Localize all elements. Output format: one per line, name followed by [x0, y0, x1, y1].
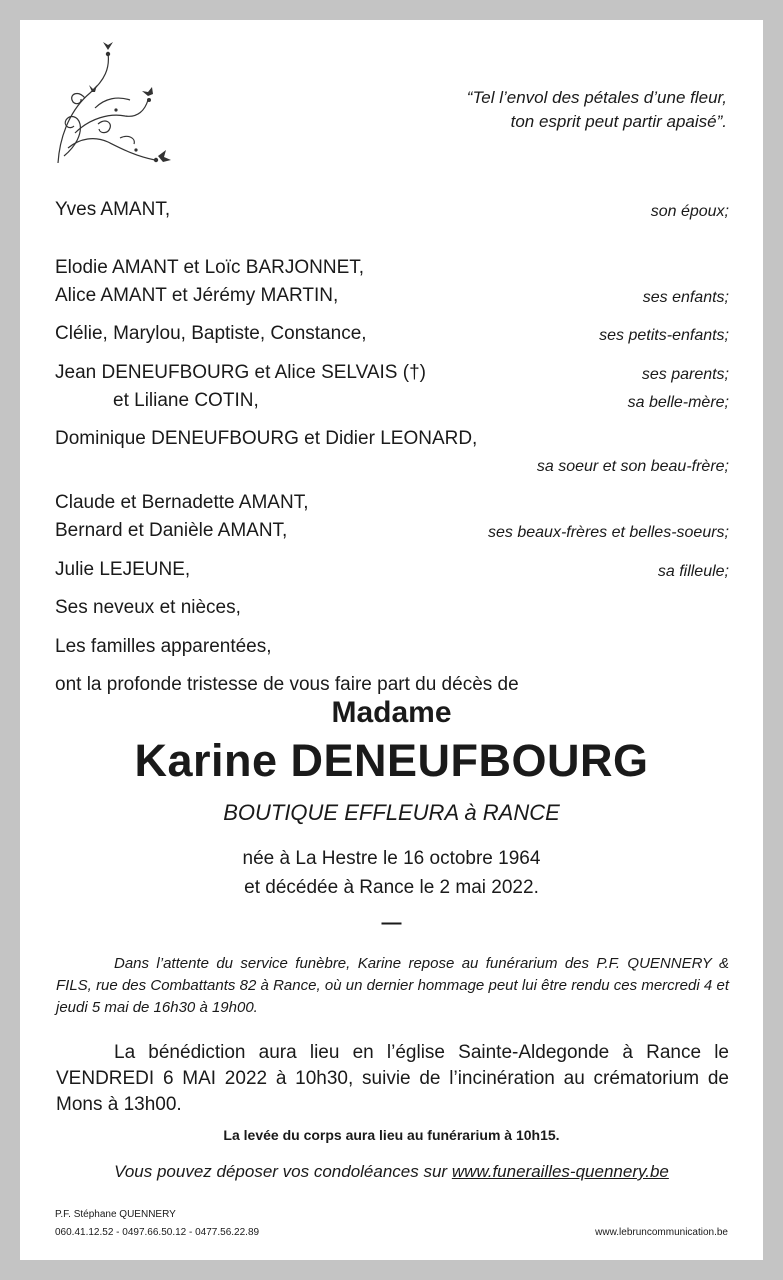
family-row	[55, 360, 729, 386]
family-row	[55, 490, 729, 516]
family-relation: ses enfants;	[642, 289, 729, 306]
family-row	[55, 283, 729, 309]
family-relation: ses petits-enfants;	[599, 327, 729, 344]
family-names: Claude et Bernadette AMANT,	[55, 492, 309, 513]
family-names: Clélie, Marylou, Baptiste, Constance,	[55, 323, 367, 344]
footer-phones: 060.41.12.52 - 0497.66.50.12 - 0477.56.22.89	[55, 1227, 260, 1238]
family-row	[55, 518, 729, 544]
family-names: Jean DENEUFBOURG et Alice SELVAIS (†)	[55, 362, 426, 383]
deceased-subtitle: BOUTIQUE EFFLEURA à RANCE	[223, 800, 560, 825]
honorific: Madame	[331, 696, 452, 729]
condolences-text: Vous pouvez déposer vos condoléances sur	[114, 1162, 452, 1181]
family-row	[55, 388, 729, 414]
condolences-link[interactable]: www.funerailles-quennery.be	[451, 1162, 669, 1181]
footer-printer: www.lebruncommunication.be	[595, 1227, 728, 1238]
epigraph	[307, 86, 727, 134]
death-line: et décédée à Rance le 2 mai 2022.	[244, 877, 539, 898]
family-row	[55, 255, 729, 281]
family-row	[55, 426, 729, 452]
family-names: Yves AMANT,	[55, 199, 171, 220]
announcement-text: ont la profonde tristesse de vous faire part du décès de	[55, 674, 519, 695]
family-names: Elodie AMANT et Loïc BARJONNET,	[55, 257, 365, 278]
family-row	[55, 595, 729, 621]
epigraph-line: ton esprit peut partir apaisé”.	[510, 112, 727, 131]
family-relation: sa soeur et son beau-frère;	[536, 458, 729, 475]
family-relation: ses beaux-frères et belles-soeurs;	[488, 524, 729, 541]
family-row	[55, 557, 729, 583]
family-names: Alice AMANT et Jérémy MARTIN,	[55, 285, 339, 306]
obituary-card	[20, 20, 763, 1260]
epigraph-line: “Tel l’envol des pétales d’une fleur,	[466, 88, 727, 107]
family-row	[55, 321, 729, 347]
family-relation: sa filleule;	[657, 563, 729, 580]
deceased-name: Karine DENEUFBOURG	[134, 735, 649, 786]
family-relation: sa belle-mère;	[627, 394, 729, 411]
family-row	[55, 634, 729, 660]
footer-company: P.F. Stéphane QUENNERY	[55, 1209, 176, 1220]
family-names: Ses neveux et nièces,	[55, 597, 241, 618]
family-names: Julie LEJEUNE,	[55, 559, 191, 580]
family-names: Bernard et Danièle AMANT,	[55, 520, 288, 541]
family-names: et Liliane COTIN,	[113, 390, 259, 411]
family-relation: ses parents;	[641, 366, 729, 383]
levee-line: La levée du corps aura lieu au funérarium à 10h15.	[223, 1127, 560, 1143]
visitation-paragraph: Dans l’attente du service funèbre, Karine repose au funérarium des P.F. QUENNERY & FILS, rue des Combattants 82 à Rance, où un dernier hommage peut lui être rendu ces mercredi 4 et jeudi 5 mai de 16h30 à 19h00.	[56, 955, 729, 1016]
family-relation: son époux;	[650, 203, 729, 220]
floral-ornament-icon	[50, 38, 175, 178]
family-names: Dominique DENEUFBOURG et Didier LEONARD,	[55, 428, 478, 449]
blessing-paragraph: La bénédiction aura lieu en l’église Sainte-Aldegonde à Rance le VENDREDI 6 MAI 2022 à 10h30, suivie de l’incinération au crématorium de Mons à 13h00.	[56, 1042, 729, 1115]
announcement-line	[55, 672, 729, 698]
family-row	[55, 197, 729, 223]
family-names: Les familles apparentées,	[55, 636, 272, 657]
birth-line: née à La Hestre le 16 octobre 1964	[242, 848, 541, 869]
separator-dash: —	[381, 912, 402, 934]
condolences-line	[20, 1162, 763, 1182]
